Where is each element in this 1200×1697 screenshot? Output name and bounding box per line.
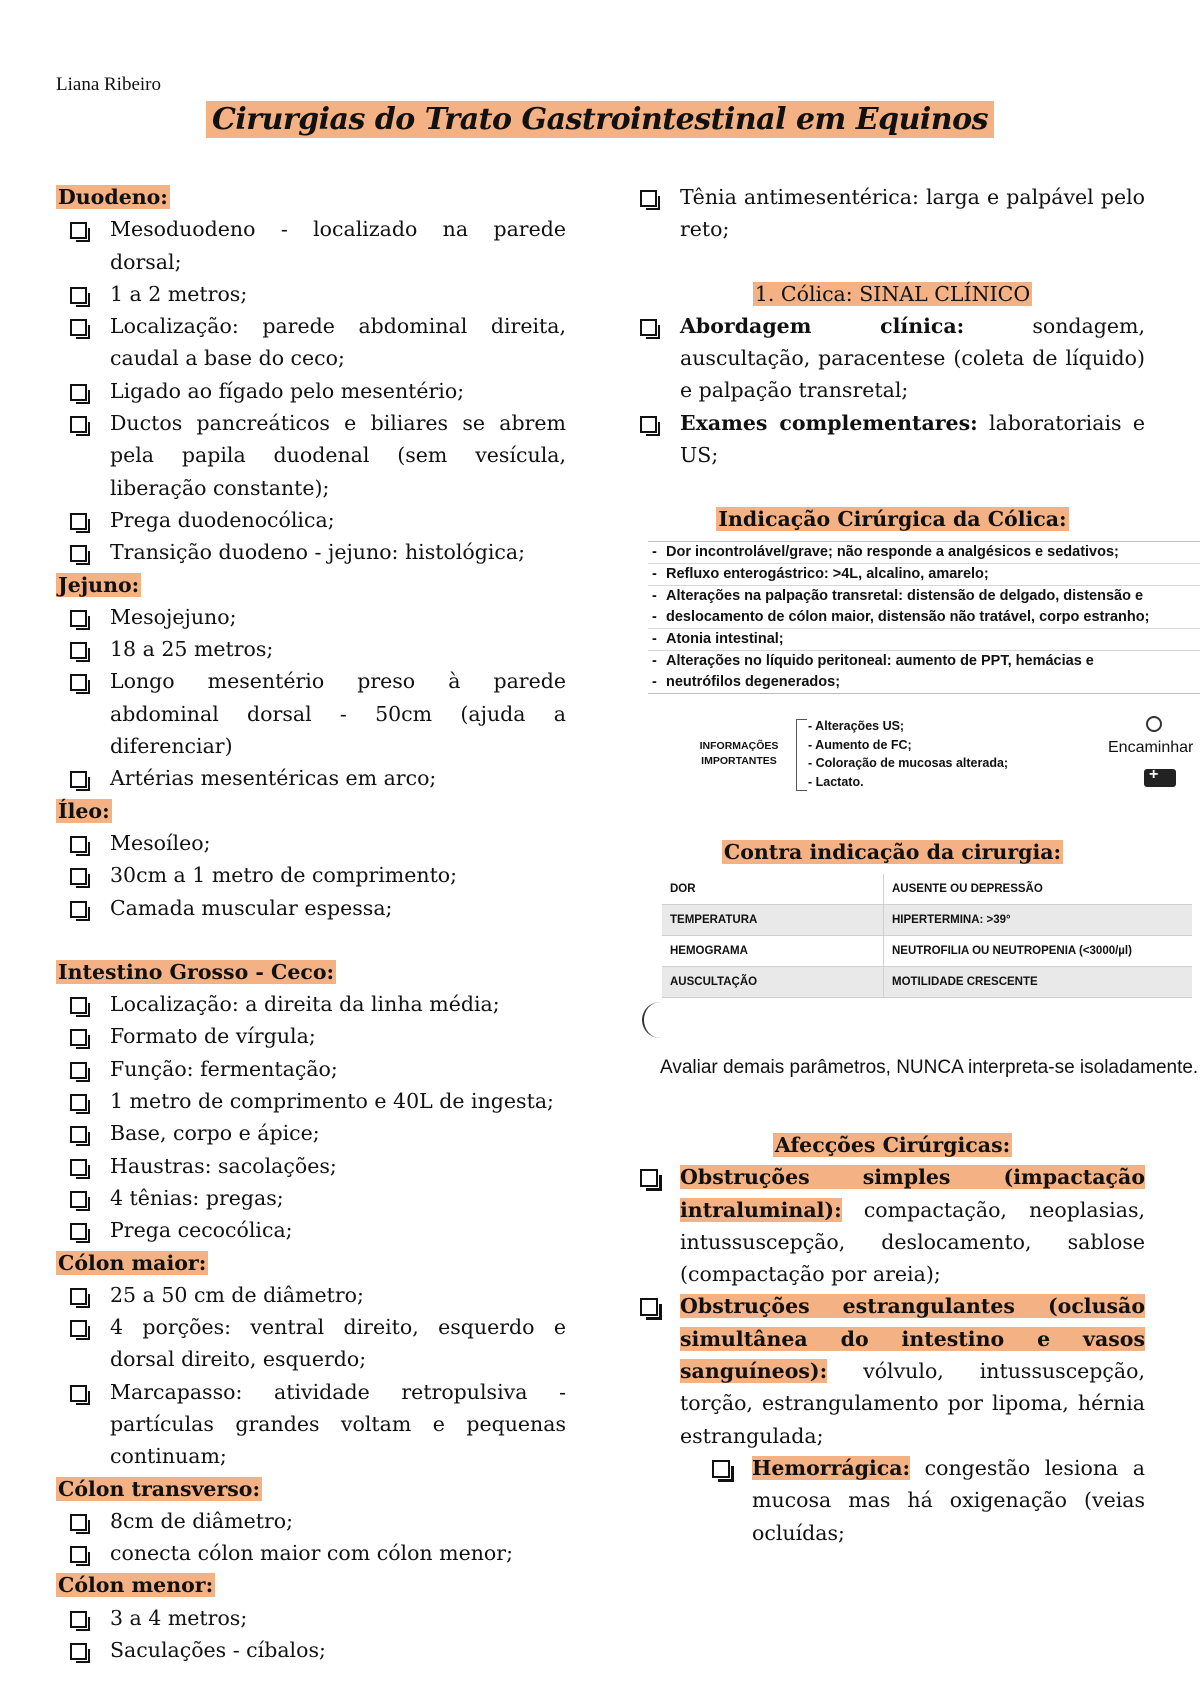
checkbox-icon [70,1126,87,1143]
section-duodeno: Duodeno: [58,185,168,209]
checkbox-icon [70,642,87,659]
info-item: - Alterações US; [808,717,1008,736]
reason-item: - Alterações na palpação transretal: distensão de delgado, distensão e [648,586,1200,607]
info-item: - Coloração de mucosas alterada; [808,754,1008,773]
document-title: Cirurgias do Trato Gastrointestinal em Equinos [206,101,994,138]
contra-table [662,874,1192,998]
list-colon-transverso [56,1505,566,1570]
list-item: Mesoíleo; [70,827,566,859]
checkbox-icon [70,1643,87,1660]
curved-arrow-icon [642,1002,666,1038]
brace-shape [796,719,807,791]
list-item: Prega duodenocólica; [70,504,566,536]
checkbox-icon [70,1611,87,1628]
checkbox-icon [640,190,657,207]
checkbox-icon [70,1094,87,1111]
reason-item: - Atonia intestinal; [648,629,1200,651]
info-item: - Lactato. [808,773,1008,792]
list-item: Transição duodeno - jejuno: histológica; [70,536,566,568]
checkbox-icon [640,1298,658,1316]
checkbox-icon [70,1514,87,1531]
list-item: 1 a 2 metros; [70,278,566,310]
list-item: Localização: a direita da linha média; [70,988,566,1020]
list-jejuno [56,601,566,795]
checkbox-icon [70,1223,87,1240]
list-item: Prega cecocólica; [70,1214,566,1246]
reason-item: - Refluxo enterogástrico: >4L, alcalino, amarelo; [648,564,1200,586]
checkbox-icon [70,1385,87,1402]
section-colon-transverso: Cólon transverso: [58,1476,261,1501]
checkbox-icon [70,319,87,336]
info-item: - Aumento de FC; [808,736,1008,755]
list-item: Mesojejuno; [70,601,566,633]
list-item: 8cm de diâmetro; [70,1505,566,1537]
list-item: Função: fermentação; [70,1053,566,1085]
list-item: Tênia antimesentérica: larga e palpável pelo reto; [640,181,1145,246]
list-colon-menor [56,1602,566,1667]
list-ceco [56,988,566,1246]
list-item: Hemorrágica: congestão lesiona a mucosa mas há oxigenação (veias ocluídas; [712,1452,1145,1549]
list-item: conecta cólon maior com cólon menor; [70,1537,566,1569]
list-item: 1 metro de comprimento e 40L de ingesta; [70,1085,566,1117]
list-item: Ductos pancreáticos e biliares se abrem pela papila duodenal (sem vesícula, liberação constante); [70,407,566,504]
list-colon-maior [56,1279,566,1473]
checkbox-icon [70,901,87,918]
list-item: Obstruções simples (impactação intraluminal): compactação, neoplasias, intussuscepção, deslocamento, sablose (compactação por areia); [640,1161,1145,1290]
list-item: Haustras: sacolações; [70,1150,566,1182]
checkbox-icon [70,674,87,691]
checkbox-icon [70,1288,87,1305]
list-item: 25 a 50 cm de diâmetro; [70,1279,566,1311]
checkbox-icon [70,610,87,627]
checkbox-icon [70,836,87,853]
reason-item-continued: - deslocamento de cólon maior, distensão não tratável, corpo estranho; [648,607,1200,629]
list-item: Mesoduodeno - localizado na parede dorsal; [70,213,566,278]
checkbox-icon [70,545,87,562]
info-label: INFORMAÇÕES IMPORTANTES [699,740,779,767]
section-afeccoes: Afecções Cirúrgicas: Obstruções simples (impactação intraluminal): compactação, neoplasias, intussuscepção, deslocamento, sablose (compactação por areia); Obstruções estrangulantes (oclusão simultânea do intestino e vasos sanguíneos): vólvulo, intussuscepção, torção, estrangulamento por lipoma, hérnia estrangulada; Hemorrágica: congestão lesiona a mucosa mas há oxigenação (veias ocluídas; [640,1129,1145,1549]
table-row: TEMPERATURA HIPERTERMINA: >39° [662,905,1192,936]
checkbox-icon [70,384,87,401]
section-contra: Contra indicação da cirurgia: [723,840,1062,864]
reason-item-continued: - neutrófilos degenerados; [648,672,1200,693]
list-item: Saculações - cíbalos; [70,1634,566,1666]
checkbox-icon [70,287,87,304]
checkbox-icon [70,416,87,433]
section-ceco: Intestino Grosso - Ceco: [58,959,335,984]
important-info-diagram [648,715,1200,795]
list-item: Camada muscular espessa; [70,892,566,924]
table-row: DOR AUSENTE OU DEPRESSÃO [662,874,1192,905]
checkbox-icon [70,1159,87,1176]
checkbox-icon [640,416,657,433]
list-item: 18 a 25 metros; [70,633,566,665]
checkbox-icon [70,1062,87,1079]
checkbox-icon [70,1191,87,1208]
info-items [808,717,1008,791]
list-item: 3 a 4 metros; [70,1602,566,1634]
list-item: 30cm a 1 metro de comprimento; [70,859,566,891]
list-item: 4 porções: ventral direito, esquerdo e dorsal direito, esquerdo; [70,1311,566,1376]
table-row: HEMOGRAMA NEUTROFILIA OU NEUTROPENIA (<3000/µl) [662,936,1192,967]
ambulance-icon [1144,769,1176,787]
encaminhar-label: Encaminhar [1108,739,1194,756]
section-indicacao: Indicação Cirúrgica da Cólica: [718,507,1067,532]
checkbox-icon [70,222,87,239]
checkbox-icon [70,868,87,885]
list-item: Abordagem clínica: sondagem, auscultação, paracentese (coleta de líquido) e palpação transretal; [640,310,1145,407]
section-colon-menor: Cólon menor: [58,1573,214,1598]
checkbox-icon [70,1029,87,1046]
reason-item: - Alterações no líquido peritoneal: aumento de PPT, hemácias e [648,651,1200,672]
list-duodeno [56,213,566,568]
section-jejuno: Jejuno: [58,572,140,597]
document-title-wrap [0,102,1200,137]
section-colica: 1. Cólica: SINAL CLÍNICO [754,281,1031,306]
list-ileo [56,827,566,924]
checkbox-icon [70,513,87,530]
list-item: Ligado ao fígado pelo mesentério; [70,375,566,407]
stopwatch-icon [1146,716,1162,732]
section-colon-maior: Cólon maior: [58,1250,207,1275]
author-name: Liana Ribeiro [56,74,161,95]
list-item: Base, corpo e ápice; [70,1117,566,1149]
right-column-top [640,181,1145,536]
checkbox-icon [70,997,87,1014]
reason-item: - Dor incontrolável/grave; não responde a analgésicos e sedativos; [648,542,1200,564]
table-row: AUSCULTAÇÃO MOTILIDADE CRESCENTE [662,967,1192,998]
list-item: 4 tênias: pregas; [70,1182,566,1214]
checkbox-icon [70,771,87,788]
checkbox-icon [70,1320,87,1337]
left-column [56,181,566,1666]
checkbox-icon [712,1460,730,1478]
section-ileo: Íleo: [58,798,110,823]
checkbox-icon [70,1546,87,1563]
checkbox-icon [640,319,657,336]
contra-note: Avaliar demais parâmetros, NUNCA interpreta-se isoladamente. [660,1057,1199,1078]
checkbox-icon [640,1169,658,1187]
list-item: Formato de vírgula; [70,1020,566,1052]
indication-reasons-box [648,541,1200,694]
list-item: Artérias mesentéricas em arco; [70,762,566,794]
list-item: Longo mesentério preso à parede abdominal dorsal - 50cm (ajuda a diferenciar) [70,665,566,762]
list-item: Localização: parede abdominal direita, caudal a base do ceco; [70,310,566,375]
list-item: Obstruções estrangulantes (oclusão simultânea do intestino e vasos sanguíneos): vólvulo, intussuscepção, torção, estrangulamento por lipoma, hérnia estrangulada; [640,1290,1145,1451]
list-item: Marcapasso: atividade retropulsiva - partículas grandes voltam e pequenas continuam; [70,1376,566,1473]
list-item: Exames complementares: laboratoriais e US; [640,407,1145,472]
